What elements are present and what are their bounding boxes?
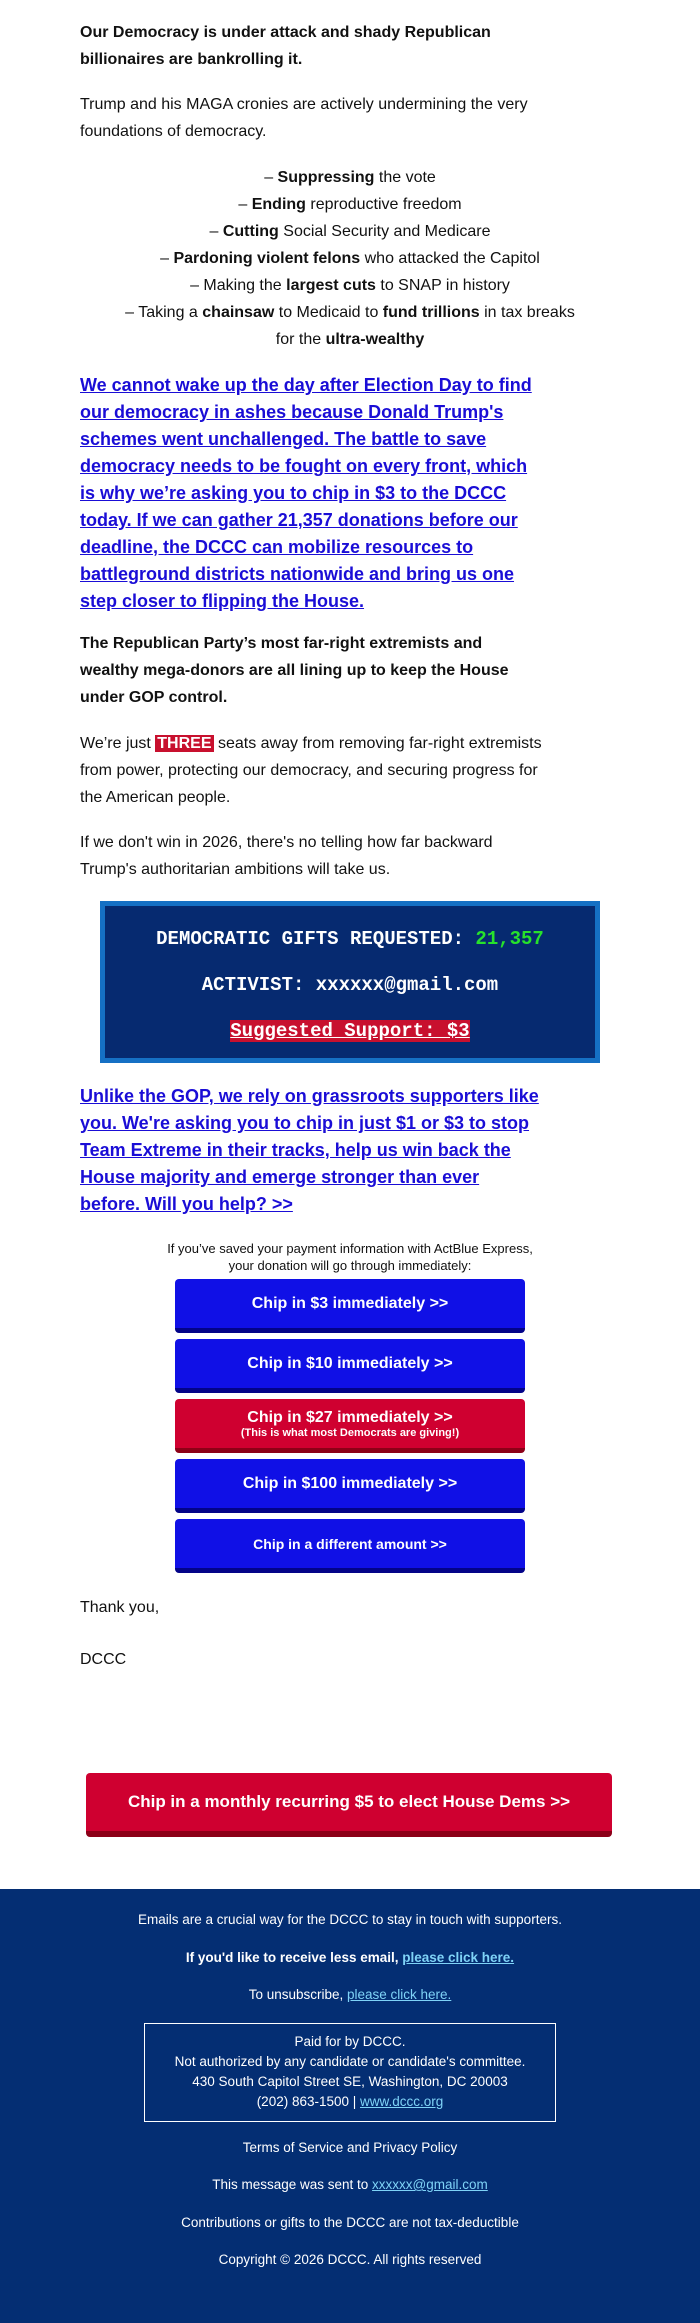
emphasis: ultra-wealthy	[325, 331, 425, 348]
emphasis: chainsaw	[202, 304, 275, 321]
button-label: Chip in a monthly recurring $5 to elect House Dems >>	[127, 1792, 571, 1811]
emphasis: fund trillions	[382, 304, 480, 321]
footer-text: To unsubscribe,	[248, 1987, 347, 2002]
button-sublabel: (This is what most Democrats are giving!)	[240, 1426, 460, 1439]
paid-for: Paid for by DCCC.	[294, 2034, 406, 2049]
button-label: Chip in a different amount >>	[253, 1535, 447, 1552]
not-authorized: Not authorized by any candidate or candidate's committee.	[174, 2054, 526, 2069]
footer	[0, 1889, 700, 2323]
unsubscribe-link[interactable]: please click here.	[347, 1987, 452, 2002]
win-paragraph	[80, 829, 640, 883]
emphasis: largest cuts	[286, 277, 376, 294]
button-label: Chip in $100 immediately >>	[242, 1474, 458, 1492]
phone: (202) 863-1500 |	[256, 2094, 361, 2109]
cta-paragraph-link[interactable]	[80, 372, 640, 615]
footer-text: If you'd like to receive less email,	[185, 1950, 403, 1965]
text: – Making the	[190, 277, 287, 294]
list-item	[0, 272, 700, 299]
gifts-value: 21,357	[475, 928, 544, 950]
text: –	[264, 169, 278, 186]
text: We’re just	[80, 735, 156, 752]
chip-in-100-button[interactable]	[175, 1459, 525, 1513]
paragraph-line: battleground districts nationwide and bring us one	[80, 564, 515, 584]
footer-line: Emails are a crucial way for the DCCC to stay in touch with supporters.	[138, 1912, 562, 1927]
text: for the	[275, 331, 326, 348]
paragraph-line: We cannot wake up the day after Election Day to find	[80, 375, 532, 395]
website-link[interactable]: www.dccc.org	[360, 2094, 444, 2109]
paragraph-line: is why we’re asking you to chip in $3 to the DCCC	[80, 483, 507, 503]
list-item	[0, 326, 700, 353]
paragraph-line: schemes went unchallenged. The battle to save	[80, 429, 487, 449]
chip-in-other-button[interactable]	[175, 1519, 525, 1573]
text: – Taking a	[125, 304, 203, 321]
list-item	[0, 164, 700, 191]
button-label: Chip in $3 immediately >>	[251, 1294, 449, 1312]
intro-line: foundations of democracy.	[80, 123, 267, 140]
monthly-recurring-button[interactable]	[86, 1773, 612, 1837]
intro-paragraph	[80, 91, 640, 145]
headline-line: Our Democracy is under attack and shady Republican	[80, 24, 491, 41]
list-item	[0, 191, 700, 218]
signoff: Thank you,	[80, 1599, 160, 1616]
chip-in-27-button[interactable]	[175, 1399, 525, 1453]
emphasis: Pardoning violent felons	[173, 250, 361, 267]
text: to Medicaid to	[274, 304, 383, 321]
note-line: If you’ve saved your payment information with ActBlue Express,	[167, 1241, 533, 1256]
terms-link[interactable]: Terms of Service and Privacy Policy	[242, 2140, 458, 2155]
gifts-label: DEMOCRATIC GIFTS REQUESTED:	[156, 928, 476, 950]
grassroots-paragraph-link[interactable]	[80, 1083, 640, 1218]
note-line: your donation will go through immediately:	[228, 1258, 472, 1273]
list-item	[0, 245, 700, 272]
paragraph-line: wealthy mega-donors are all lining up to keep the House	[80, 662, 509, 679]
activist-email: ACTIVIST: xxxxxx@gmail.com	[201, 974, 499, 996]
text: reproductive freedom	[305, 196, 462, 213]
emphasis: Ending	[251, 196, 306, 213]
paragraph-line: today. If we can gather 21,357 donations before our	[80, 510, 518, 530]
paragraph-line: you. We're asking you to chip in just $1 or $3 to stop	[80, 1113, 530, 1133]
gift-counter-box	[100, 901, 600, 1063]
signature: DCCC	[80, 1651, 127, 1668]
headline-line: billionaires are bankrolling it.	[80, 51, 303, 68]
paragraph-line: If we don't win in 2026, there's no telling how far backward	[80, 834, 493, 851]
recipient-email-link[interactable]: xxxxxx@gmail.com	[372, 2177, 488, 2192]
paragraph-line: our democracy in ashes because Donald Trump's	[80, 402, 504, 422]
text: the vote	[374, 169, 436, 186]
suggested-support-link[interactable]: Suggested Support: $3	[230, 1020, 470, 1042]
text: –	[160, 250, 174, 267]
text: in tax breaks	[479, 304, 575, 321]
chip-in-10-button[interactable]	[175, 1339, 525, 1393]
paragraph-line: Trump's authoritarian ambitions will take us.	[80, 861, 391, 878]
text: to SNAP in history	[375, 277, 510, 294]
paragraph-line: the American people.	[80, 789, 231, 806]
paragraph-line: democracy needs to be fought on every front, which	[80, 456, 528, 476]
less-email-link[interactable]: please click here.	[402, 1950, 515, 1965]
paragraph-line: House majority and emerge stronger than ever	[80, 1167, 480, 1187]
paragraph-line: Team Extreme in their tracks, help us win back the	[80, 1140, 511, 1160]
paragraph-line: deadline, the DCCC can mobilize resources to	[80, 537, 474, 557]
footer-text: This message was sent to	[212, 2177, 373, 2192]
paragraph-line: from power, protecting our democracy, and securing progress for	[80, 762, 538, 779]
copyright: Copyright © 2026 DCCC. All rights reserved	[218, 2252, 482, 2267]
text: –	[238, 196, 252, 213]
paragraph-line: before. Will you help? >>	[80, 1194, 293, 1214]
tax-notice: Contributions or gifts to the DCCC are not tax-deductible	[181, 2215, 519, 2230]
three-seats-paragraph	[80, 730, 640, 811]
intro-line: Trump and his MAGA cronies are actively undermining the very	[80, 96, 528, 113]
text: –	[209, 223, 223, 240]
button-label: Chip in $27 immediately >>	[247, 1408, 453, 1426]
paragraph-line: step closer to flipping the House.	[80, 591, 365, 611]
emphasis: Cutting	[222, 223, 279, 240]
text: who attacked the Capitol	[360, 250, 540, 267]
address: 430 South Capitol Street SE, Washington, DC 20003	[192, 2074, 508, 2089]
chip-in-3-button[interactable]	[175, 1279, 525, 1333]
text: seats away from removing far-right extremists	[213, 735, 542, 752]
button-label: Chip in $10 immediately >>	[247, 1354, 453, 1372]
headline	[80, 19, 640, 73]
paragraph-line: The Republican Party’s most far-right extremists and	[80, 635, 483, 652]
paragraph-line: under GOP control.	[80, 689, 228, 706]
emphasis: Suppressing	[277, 169, 375, 186]
three-highlight: THREE	[157, 735, 212, 752]
list-item	[0, 218, 700, 245]
paragraph-line: Unlike the GOP, we rely on grassroots supporters like	[80, 1086, 539, 1106]
actblue-note	[0, 1240, 700, 1274]
list-item	[0, 299, 700, 326]
grievance-list	[0, 164, 700, 353]
republican-paragraph	[80, 630, 640, 711]
text: Social Security and Medicare	[278, 223, 491, 240]
